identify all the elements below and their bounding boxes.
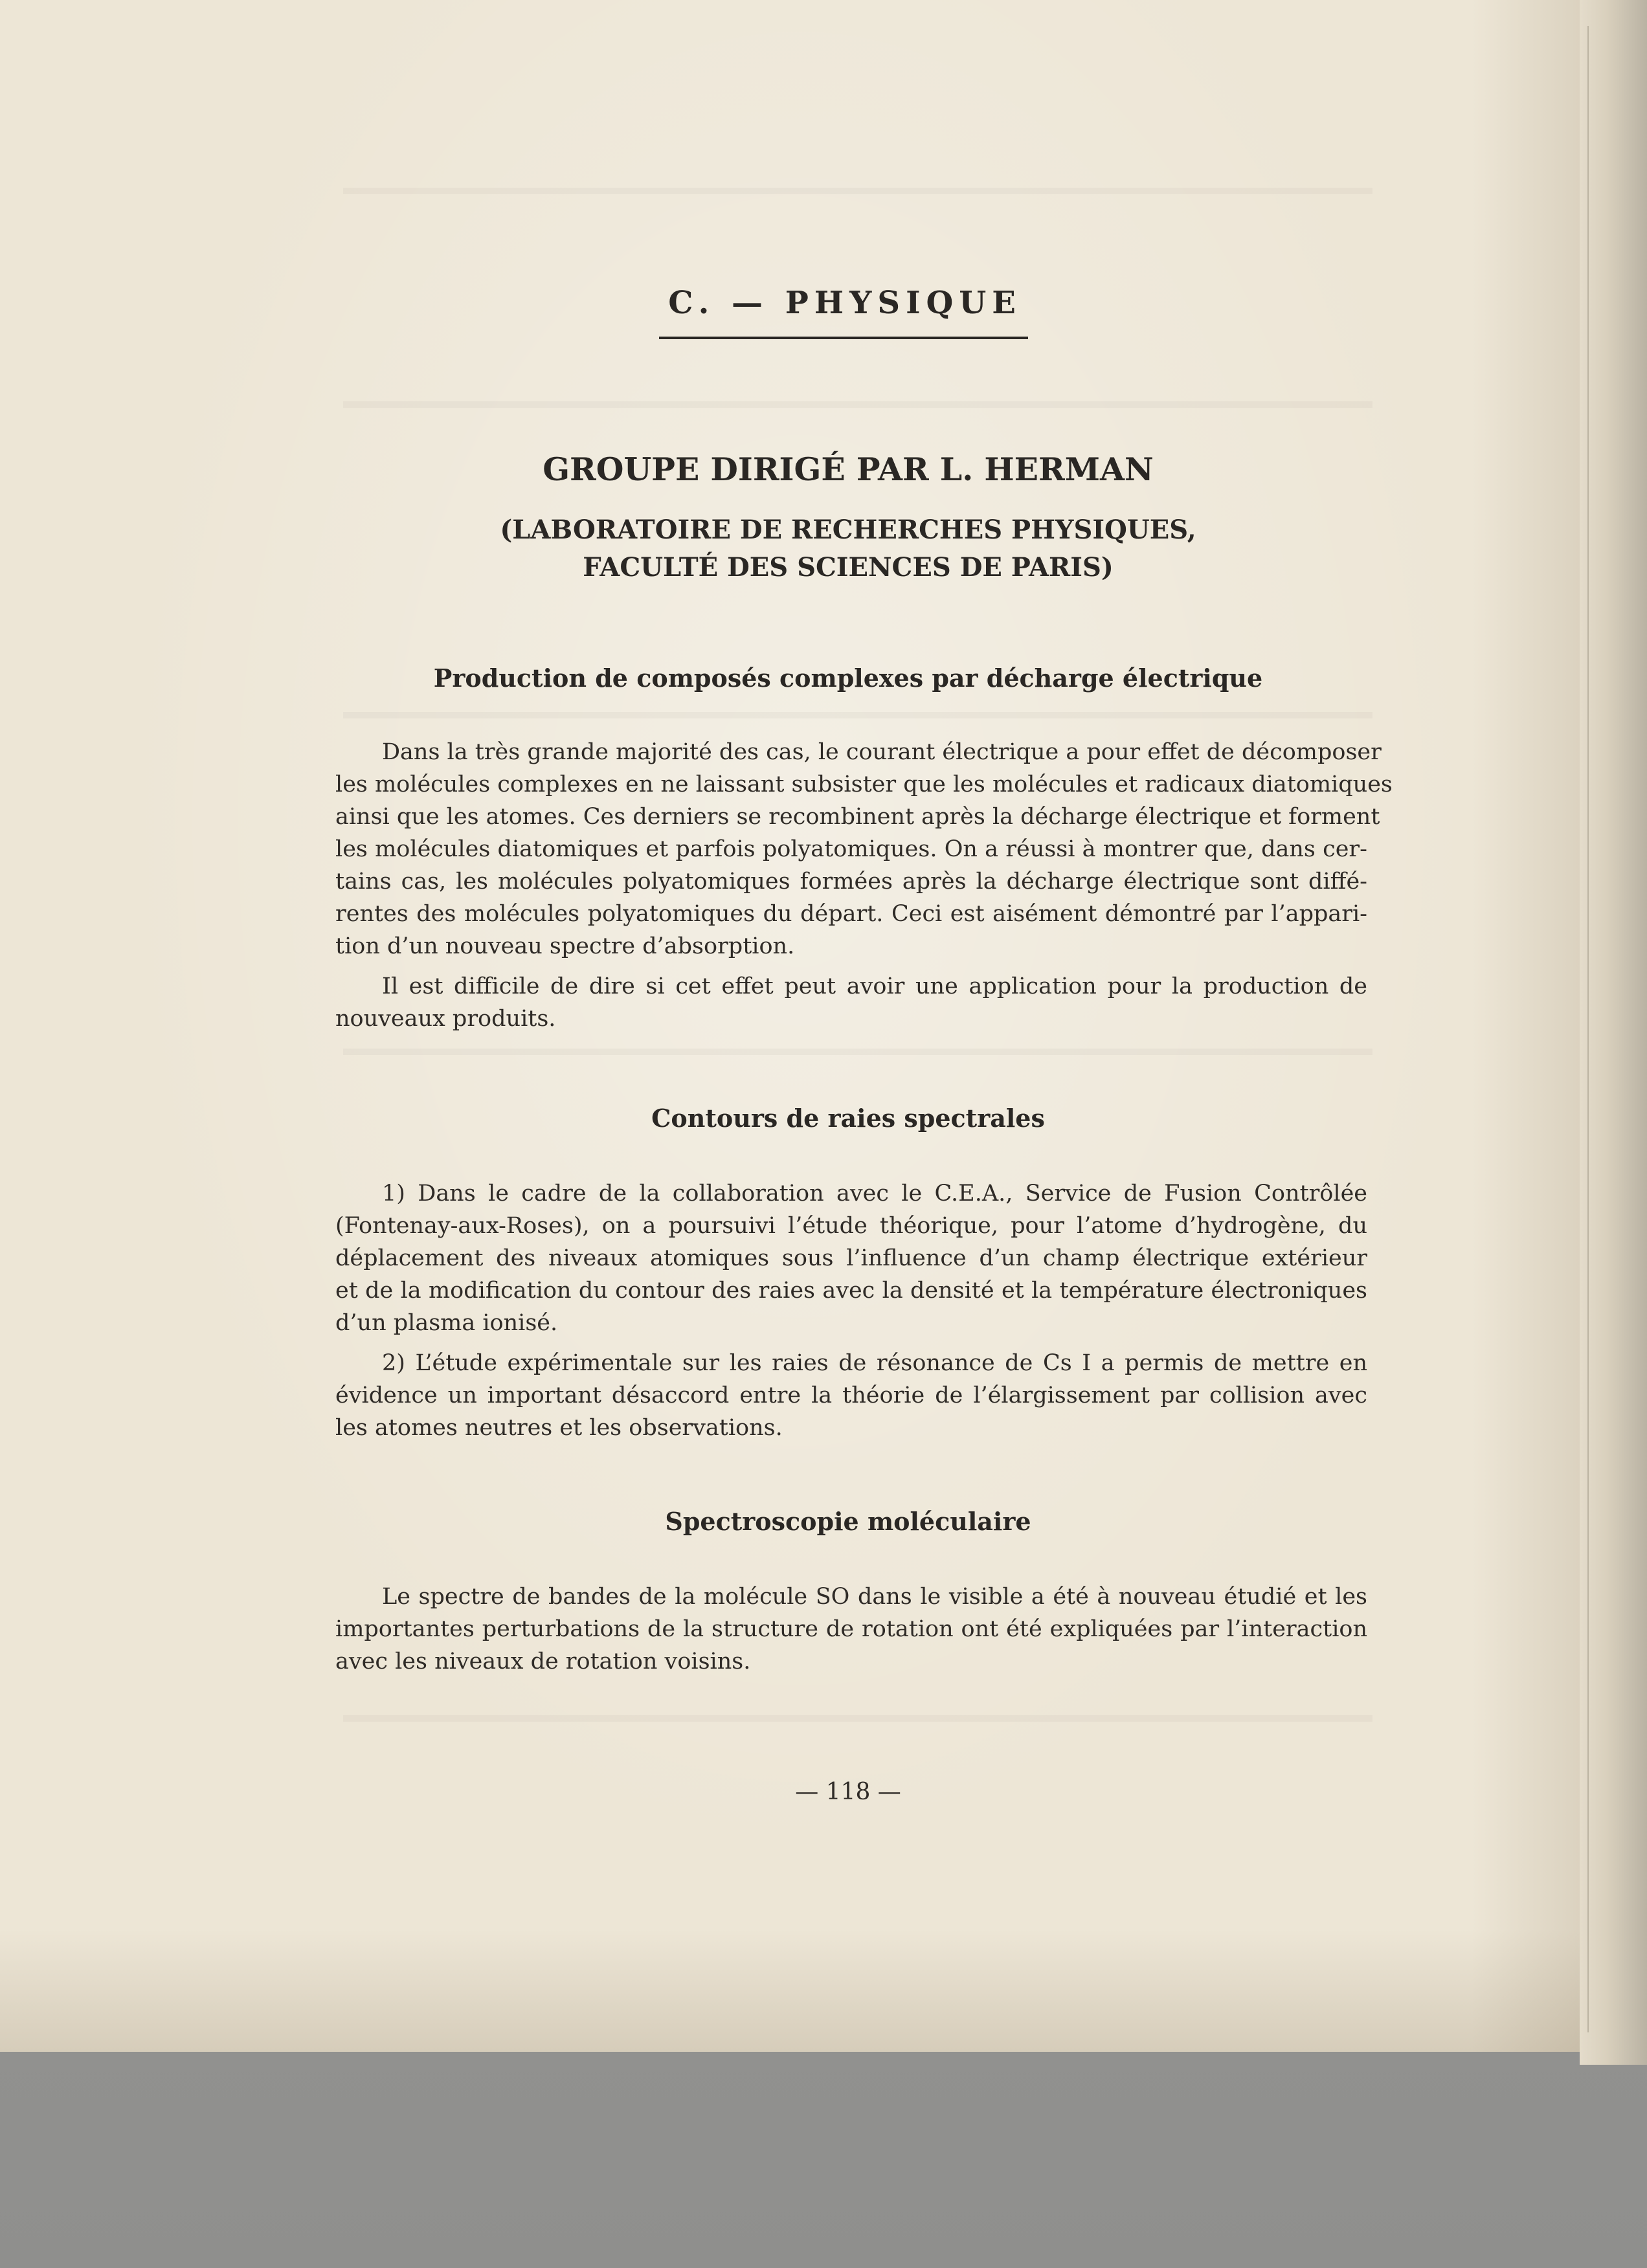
laboratory-line: (LABORATOIRE DE RECHERCHES PHYSIQUES,	[500, 515, 1196, 545]
bleed-through-mark	[343, 401, 1372, 408]
page-edge	[1580, 0, 1647, 2065]
text-line: importantes perturbations de la structure de rotation ont été expliquées par l’interaction	[335, 1616, 1367, 1642]
text-line: les atomes neutres et les observations.	[335, 1415, 783, 1441]
section-heading: Production de composés complexes par décharge électrique	[433, 663, 1263, 693]
text-line: Le spectre de bandes de la molécule SO dans le visible a été à nouveau étudié et les	[382, 1584, 1367, 1610]
faculty-line: FACULTÉ DES SCIENCES DE PARIS)	[583, 552, 1114, 583]
text-line: les molécules complexes en ne laissant subsister que les molécules et radicaux diatomiques	[335, 772, 1393, 797]
text-line: rentes des molécules polyatomiques du départ. Ceci est aisément démontré par l’appari-	[335, 901, 1367, 927]
text-line: 2) L’étude expérimentale sur les raies de résonance de Cs I a permis de mettre en	[382, 1350, 1367, 1376]
text-line: déplacement des niveaux atomiques sous l’influence d’un champ électrique extérieur	[335, 1245, 1367, 1271]
text-line: les molécules diatomiques et parfois polyatomiques. On a réussi à montrer que, dans cer-	[335, 836, 1367, 862]
text-line: ainsi que les atomes. Ces derniers se recombinent après la décharge électrique et forment	[335, 804, 1380, 830]
text-line: tion d’un nouveau spectre d’absorption.	[335, 933, 795, 959]
text-line: d’un plasma ionisé.	[335, 1310, 558, 1336]
text-line: (Fontenay-aux-Roses), on a poursuivi l’étude théorique, pour l’atome d’hydrogène, du	[335, 1213, 1367, 1239]
text-line: Il est difficile de dire si cet effet peut avoir une application pour la production de	[382, 973, 1367, 999]
section-heading: Spectroscopie moléculaire	[665, 1507, 1031, 1536]
bleed-through-mark	[343, 188, 1372, 194]
bleed-through-mark	[343, 1715, 1372, 1722]
section-title: C. — PHYSIQUE	[668, 285, 1022, 321]
text-line: avec les niveaux de rotation voisins.	[335, 1649, 751, 1674]
section-heading: Contours de raies spectrales	[651, 1104, 1045, 1133]
text-line: et de la modification du contour des raies avec la densité et la température électroniques	[335, 1278, 1367, 1304]
page-number: — 118 —	[795, 1779, 901, 1805]
bleed-through-mark	[343, 712, 1372, 718]
group-title: GROUPE DIRIGÉ PAR L. HERMAN	[543, 450, 1154, 488]
text-line: 1) Dans le cadre de la collaboration avec le C.E.A., Service de Fusion Contrôlée	[382, 1181, 1367, 1206]
section-title-underline	[659, 337, 1028, 339]
text-line: évidence un important désaccord entre la théorie de l’élargissement par collision avec	[335, 1383, 1367, 1408]
text-line: tains cas, les molécules polyatomiques formées après la décharge électrique sont diffé-	[335, 869, 1367, 895]
page-edge-line	[1587, 26, 1589, 2032]
text-line: nouveaux produits.	[335, 1006, 556, 1032]
text-line: Dans la très grande majorité des cas, le courant électrique a pour effet de décomposer	[382, 739, 1382, 765]
bleed-through-mark	[343, 1049, 1372, 1055]
